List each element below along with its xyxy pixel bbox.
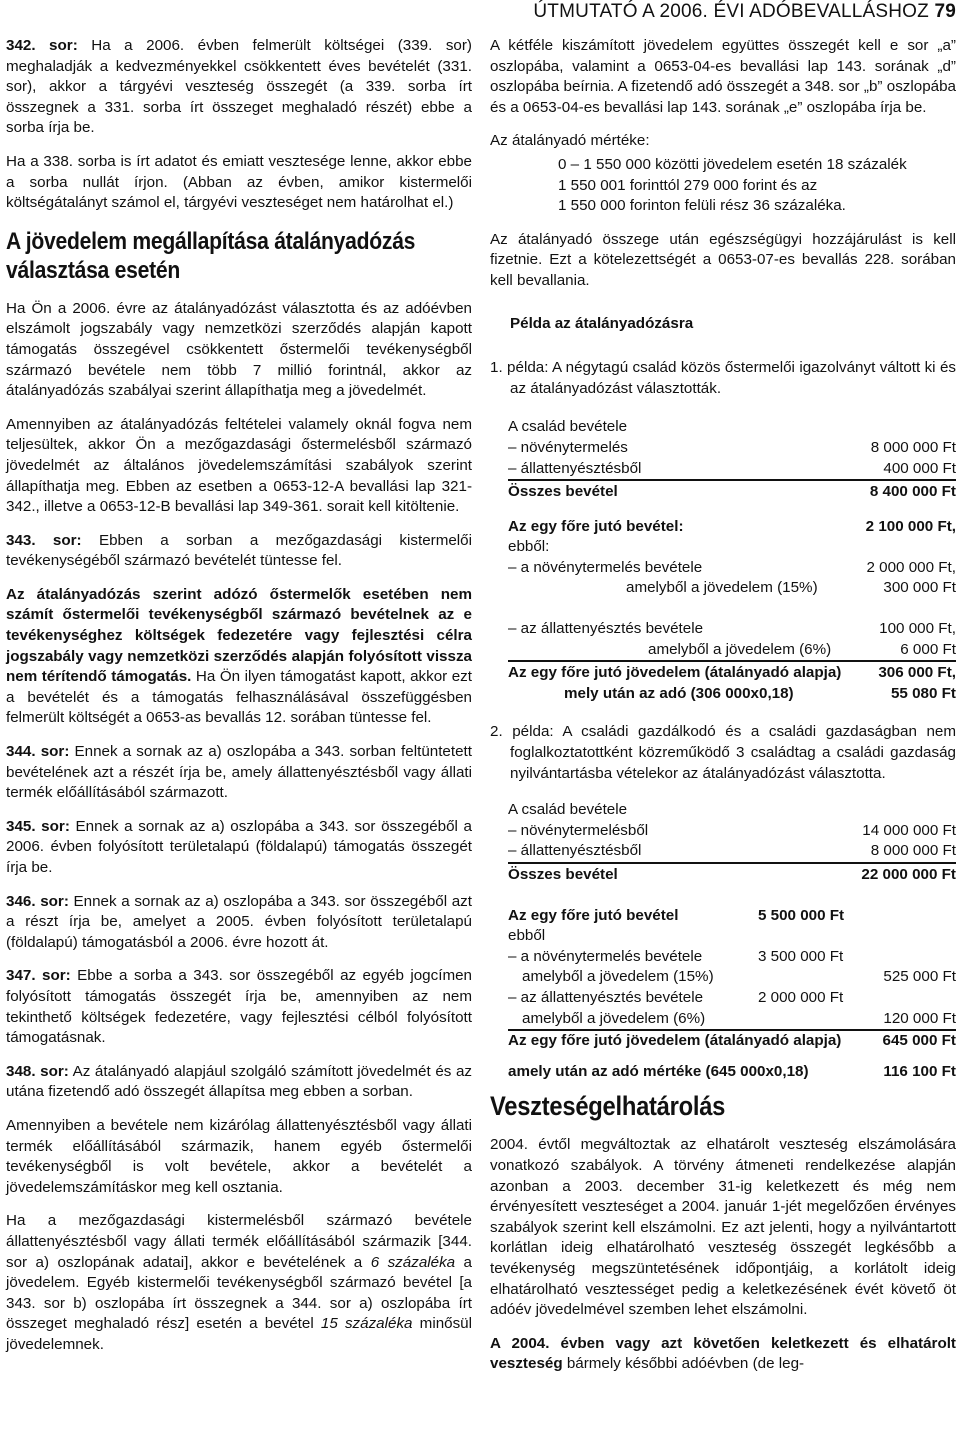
ex1-row: amelyből a jövedelem (6%) 6 000 Ft xyxy=(508,640,956,663)
rate-intro: Az átalányadó mértéke: xyxy=(490,132,650,150)
ex2-detail-table xyxy=(508,906,956,1032)
paragraph-2004: A 2004. évben vagy azt követően keletkezett és elhatárolt veszteség bármely későbbi adóévben (de leg- xyxy=(490,1334,956,1373)
ex1-row: – a növénytermelés bevétele 2 000 000 Ft, xyxy=(508,558,956,576)
paragraph-szazalek: Ha a mezőgazdasági kistermelésből származó bevétele állattenyésztésből vagy állati termék előállításából származik [344. sor a) oszlopának adatai], akkor e bevételének a 6 százaléka a jövedelem. Egyéb kistermelői tevékenységből származó bevétel [a 343. sor b) oszlopába írt összegnek a 344. sor a) oszlopába írt összeget meghaladó rész] esetén a bevétel 15 százaléka minősül jövedelemnek. xyxy=(6,1212,473,1353)
paragraph-338: Ha a 338. sorba is írt adatot és emiatt vesztesége lenne, akkor ebbe a sorba nullát írjon. (Abban az évben, amikor kistermelői költségátalányt számol el, tárgyévi veszteséget nem határolhat el.) xyxy=(6,152,472,212)
paragraph-ketfele: A kétféle kiszámított jövedelem együttes összegét kell e sor „a” oszlopába, valamint a 0653-04-es bevallási lap 143. sorának „d” oszlopába beírnia. A fizetendő adó összegét a 348. sor „b” oszlopába és a 0653-04-es bevallási lap 143. sorának „e” oszlopába írja be. xyxy=(490,37,956,116)
ex1-ebbol: ebből: xyxy=(508,538,550,556)
ex1-family-income: A család bevétele xyxy=(508,418,628,436)
paragraph-347: 347. sor: Ebbe a sorba a 343. sor összegéből az egyéb jogcímen folyósított támogatás összegét írja be, amennyiben az nem tekinthető költségek fedezetére, vagy fejlesztési célból folyósított támogatásnak. xyxy=(6,967,472,1047)
example-1-intro: 1. példa: A négytagú család közös őstermelői igazolványt váltott ki és az átalányadózást választották. xyxy=(490,359,956,397)
ex2-total: Összes bevétel 22 000 000 Ft xyxy=(508,866,956,883)
paragraph-346: 346. sor: Ennek a sornak az a) oszlopába a 343. sor összegéből azt a részt írja be, amelyet a 2005. évben folyósított területalapú (földalapú) támogatásból a 2006. évre hozott át. xyxy=(6,892,472,951)
ex1-row: – az állattenyésztés bevétele 100 000 Ft, xyxy=(508,620,956,638)
left-column xyxy=(6,36,472,1368)
rate-list xyxy=(490,155,956,217)
ex2-base: Az egy főre jutó jövedelem (átalányadó alapja) 645 000 Ft xyxy=(508,1032,956,1050)
paragraph-343: 343. sor: Ebben a sorban a mezőgazdasági kistermelői tevékenységéből származó bevételét tüntesse fel. xyxy=(6,531,472,570)
paragraph-atalany-2: Amennyiben az átalányadózás feltételei valamely oknál fogva nem teljesültek, akkor Ön a mezőgazdasági őstermelésből származó jövedelmét az általános jövedelemszámítási szabályok szerint állapíthatja meg. Ebben az esetben a 0653-12-A bevallási lap 321-342., illetve a 0653-12-B bevallási lap 349-361. sorait kell kitöltenie. xyxy=(6,415,472,516)
paragraph-egeszsegugyi: Az átalányadó összege után egészségügyi hozzájárulást is kell fizetnie. Ezt a kötelezettségét a 0653-07-es bevallás 228. sorában kell bevallania. xyxy=(490,230,956,289)
paragraph-atalany-1: Ha Ön a 2006. évre az átalányadózást választotta és az adóévben elszámolt jogszabály vagy nemzetközi szerződés alapján kapott támogatás összegével csökkentett őstermelői tevékenységből származó bevétele nem több 7 millió forintnál, akkor az átalányadózás szabályai szerint állapíthatja meg a jövedelmét. xyxy=(6,299,472,400)
ex2-row: Az egy főre jutó bevétel 5 500 000 Ft xyxy=(508,906,845,924)
ex1-row: – növénytermelés 8 000 000 Ft xyxy=(508,438,956,456)
ex1-base: Az egy főre jutó jövedelem (átalányadó alapja) 306 000 Ft, xyxy=(508,664,956,682)
example-2-table xyxy=(508,800,956,1082)
ex2-row: – állattenyésztésből 8 000 000 Ft xyxy=(508,841,956,864)
ex2-tax: amely után az adó mértéke (645 000x0,18) 116 100 Ft xyxy=(508,1062,956,1080)
paragraph-345: 345. sor: Ennek a sornak az a) oszlopába a 343. sor összegéből a 2006. évben folyósított területalapú (földalapú) támogatás összegét írja be. xyxy=(6,817,472,876)
paragraph-tamogatas: Az átalányadózás szerint adózó őstermelők esetében nem számít őstermelői tevékenységből származó bevételnek az e tevékenységhez költségek fedezetére vagy fejlesztési célra jogszabály vagy nemzetközi szerződés alapján folyósított vissza nem térítendő támogatás. Ha Ön ilyen támogatást kapott, akkor ezt a bevételét és a támogatás felhasználásával összefüggésben felmerült költségét a 0653-as bevallás 12. sorában tüntesse fel. xyxy=(6,585,472,727)
section-heading-veszteseg: Veszteségelhatárolás xyxy=(490,1091,726,1122)
rate-line: 1 550 001 forinttól 279 000 forint és az xyxy=(558,176,818,194)
ex2-family-income: A család bevétele xyxy=(508,801,628,819)
ex1-percap: Az egy főre jutó bevétel: 2 100 000 Ft, xyxy=(508,517,956,535)
page-header xyxy=(533,2,956,23)
ex2-row: – növénytermelésből 14 000 000 Ft xyxy=(508,821,956,839)
ex1-tax: mely után az adó (306 000x0,18) 55 080 Ft xyxy=(564,684,956,702)
rate-line: 1 550 000 forinton felüli rész 36 százaléka. xyxy=(558,197,846,215)
example-title: Példa az átalányadózásra xyxy=(510,314,694,332)
example-1-table xyxy=(508,417,956,704)
ex1-row: amelyből a jövedelem (15%) 300 000 Ft xyxy=(626,579,956,597)
right-column xyxy=(490,36,956,1388)
ex2-row: ebből xyxy=(508,927,546,945)
paragraph-344: 344. sor: Ennek a sornak az a) oszlopába a 343. sorban feltüntetett bevételének azt a részét írja be, amely állattenyésztésből vagy állati termék előállításából származott. xyxy=(6,743,472,802)
example-2-intro: 2. példa: A családi gazdálkodó és a családi gazdaságban nem foglalkoztatottként közreműködő 3 családtag a családi gazdaság nyilvántartásba vételekor az átalányadózást választotta. xyxy=(490,723,956,782)
ex2-row: amelyből a jövedelem (15%) 525 000 Ft xyxy=(522,968,956,986)
ex1-total: Összes bevétel 8 400 000 Ft xyxy=(508,483,956,501)
header-title: ÚTMUTATÓ A 2006. ÉVI ADÓBEVALLÁSHOZ xyxy=(533,1,929,22)
paragraph-megosztas: Amennyiben a bevétele nem kizárólag állattenyésztésből vagy állati termék előállításából származik, hanem egyéb őstermelői tevékenységből is volt bevétele, akkor a bevételét a jövedelemszámításkor meg kell osztania. xyxy=(6,1116,472,1196)
section-heading-atalanyadozas: A jövedelem megállapítása átalányadózás választása esetén xyxy=(6,227,416,284)
ex2-row: – az állattenyésztés bevétele 2 000 000 Ft xyxy=(508,988,844,1006)
paragraph-342: 342. sor: Ha a 2006. évben felmerült költségei (339. sor) meghaladják a kedvezményekkel csökkentett éves bevételét (331. sor), akkor a tárgyévi veszteség összegét (a 339. sorba írt összegnek a 331. sorba írt összeget meghaladó részét) ebbe a sorba írja be. xyxy=(6,37,472,137)
ex2-row: – a növénytermelés bevétele 3 500 000 Ft xyxy=(508,947,844,965)
rate-line: 0 – 1 550 000 közötti jövedelem esetén 18 százalék xyxy=(558,155,907,173)
ex1-row: – állattenyésztésből 400 000 Ft xyxy=(508,459,956,482)
paragraph-veszteseg: 2004. évtől megváltoztak az elhatárolt veszteség elszámolására vonatkozó szabályok. A törvény átmeneti rendelkezése alapján azonban a 2003. december 31-ig keletkezett és még nem érvényesített veszteséget a 2004. január 1-jét megelőzően érvényes szabályok szerint kell elszámolni. Ez azt jelenti, hogy a nyilvántartott korlátlan ideig elhatárolható veszteség összegét legkésőbb a tevékenység megszüntetésének időpontjáig, a korlátolt ideig elhatárolható vesztességet pedig a keletkezésének évét követő öt adóév jövedelmével szemben lehet elszámolni. xyxy=(490,1136,956,1319)
page-number: 79 xyxy=(934,1,956,22)
ex2-row: amelyből a jövedelem (6%) 120 000 Ft xyxy=(508,1009,956,1031)
paragraph-348: 348. sor: Az átalányadó alapjául szolgáló számított jövedelmét és az utána fizetendő adó összegét állapítsa meg ebben a sorban. xyxy=(6,1062,472,1101)
